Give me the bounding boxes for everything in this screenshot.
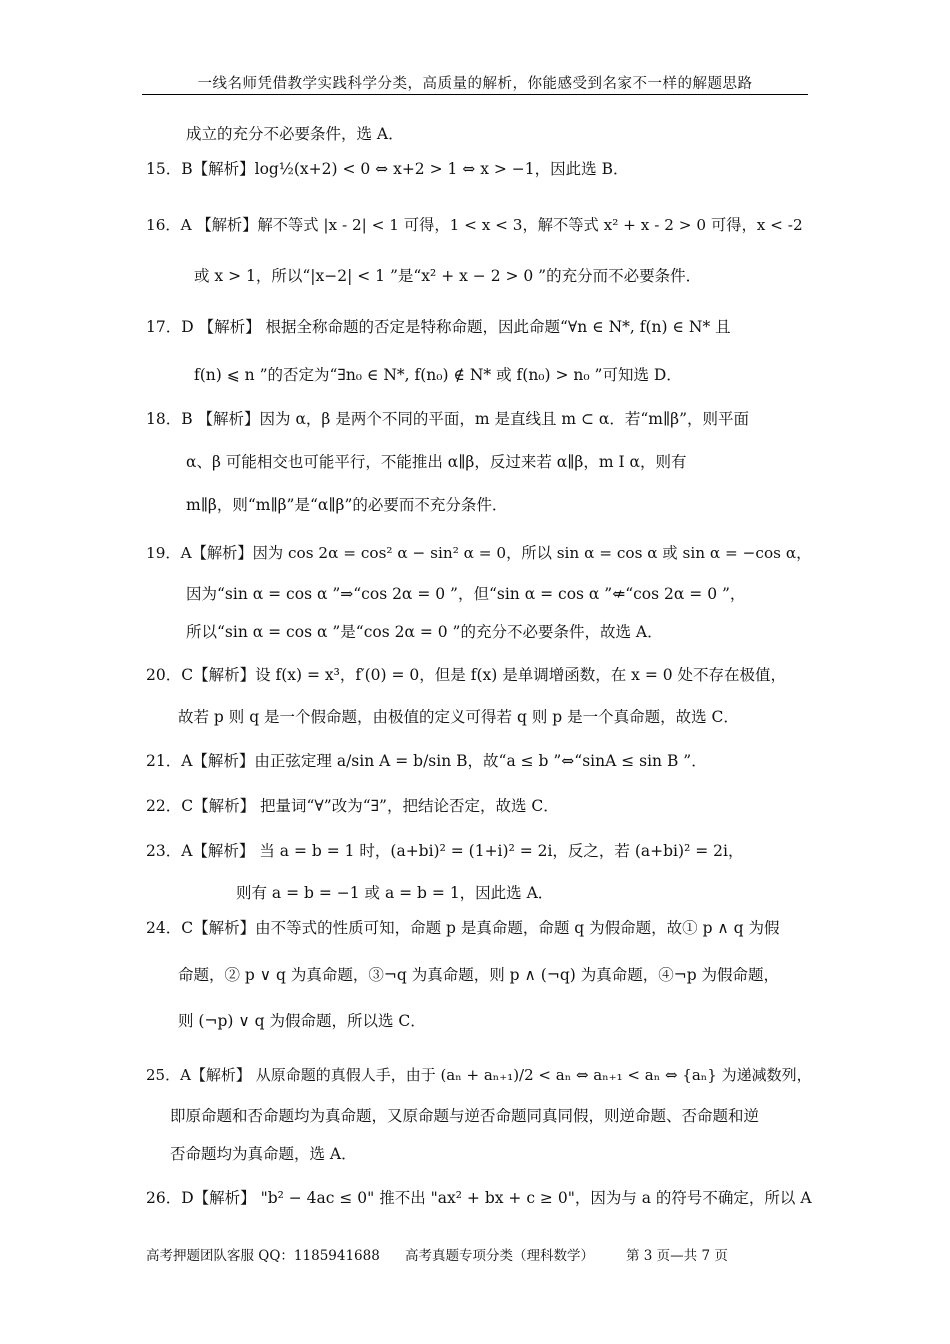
text-line: 成立的充分不必要条件，选 A． (186, 125, 404, 143)
text-line: 命题，② p ∨ q 为真命题，③¬q 为真命题，则 p ∧ (¬q) 为真命题，④¬p 为假命题， (178, 966, 780, 984)
text-line: α、β 可能相交也可能平行，不能推出 α∥β，反过来若 α∥β，m I α，则有 (186, 453, 687, 471)
text-line: 故若 p 则 q 是一个假命题，由极值的定义可得若 q 则 p 是一个真命题，故选 C． (178, 708, 739, 726)
text-line: 或 x > 1，所以“|x−2| < 1 ”是“x² + x − 2 > 0 ”的充分而不必要条件． (194, 267, 702, 285)
footer-page: 第 3 页—共 7 页 (626, 1248, 728, 1264)
text-line: 17．D 【解析】 根据全称命题的否定是特称命题，因此命题“∀n ∈ N*, f(n) ∈ N* 且 (146, 318, 731, 336)
text-line: 22．C【解析】 把量词“∀”改为“∃”，把结论否定，故选 C． (146, 797, 559, 815)
text-line: 所以“sin α = cos α ”是“cos 2α = 0 ”的充分不必要条件，故选 A． (186, 623, 663, 641)
header-rule (142, 94, 808, 95)
text-line: m∥β，则“m∥β”是“α∥β”的必要而不充分条件． (186, 496, 508, 514)
text-line: 26．D【解析】 "b² − 4ac ≤ 0" 推不出 "ax² + bx + c ≥ 0"，因为与 a 的符号不确定，所以 A (146, 1189, 812, 1207)
page-header: 一线名师凭借教学实践科学分类，高质量的解析，你能感受到名家不一样的解题思路 (197, 76, 753, 92)
text-line: 否命题均为真命题，选 A． (170, 1145, 357, 1163)
text-line: 15．B【解析】log½(x+2) < 0 ⇔ x+2 > 1 ⇔ x > −1，因此选 B． (146, 160, 629, 178)
text-line: 16．A 【解析】解不等式 |x - 2| < 1 可得，1 < x < 3，解不等式 x² + x - 2 > 0 可得，x < -2 (146, 216, 803, 234)
text-line: 23．A【解析】 当 a = b = 1 时，(a+bi)² = (1+i)² = 2i，反之，若 (a+bi)² = 2i， (146, 842, 744, 860)
text-line: 21．A【解析】由正弦定理 a/sin A = b/sin B，故“a ≤ b ”⇔“sinA ≤ sin B ”． (146, 752, 707, 770)
text-line: 20．C【解析】设 f(x) = x³，f′(0) = 0，但是 f(x) 是单调增函数，在 x = 0 处不存在极值， (146, 666, 787, 684)
text-line: 25．A【解析】 从原命题的真假人手，由于 (aₙ + aₙ₊₁)/2 < aₙ ⇔ aₙ₊₁ < aₙ ⇔ {aₙ} 为递减数列， (146, 1066, 812, 1084)
text-line: 因为“sin α = cos α ”⇒“cos 2α = 0 ”，但“sin α = cos α ”⇍“cos 2α = 0 ”， (186, 585, 746, 603)
text-line: 18．B 【解析】因为 α，β 是两个不同的平面，m 是直线且 m ⊂ α．若“m∥β”，则平面 (146, 410, 750, 428)
footer-collection: 高考真题专项分类（理科数学） (405, 1248, 594, 1264)
text-line: 则 (¬p) ∨ q 为假命题，所以选 C． (178, 1012, 426, 1030)
text-line: 即原命题和否命题均为真命题，又原命题与逆否命题同真同假，则逆命题、否命题和逆 (170, 1107, 760, 1125)
footer-contact: 高考押题团队客服 QQ：1185941688 (146, 1248, 380, 1264)
text-line: 19．A【解析】因为 cos 2α = cos² α − sin² α = 0，所以 sin α = cos α 或 sin α = −cos α， (146, 544, 812, 562)
text-line: 则有 a = b = −1 或 a = b = 1，因此选 A． (236, 884, 554, 902)
text-line: 24．C【解析】由不等式的性质可知，命题 p 是真命题，命题 q 为假命题，故① p ∧ q 为假 (146, 919, 780, 937)
text-line: f(n) ⩽ n ”的否定为“∃n₀ ∈ N*, f(n₀) ∉ N* 或 f(n₀) > n₀ ”可知选 D． (194, 366, 682, 384)
